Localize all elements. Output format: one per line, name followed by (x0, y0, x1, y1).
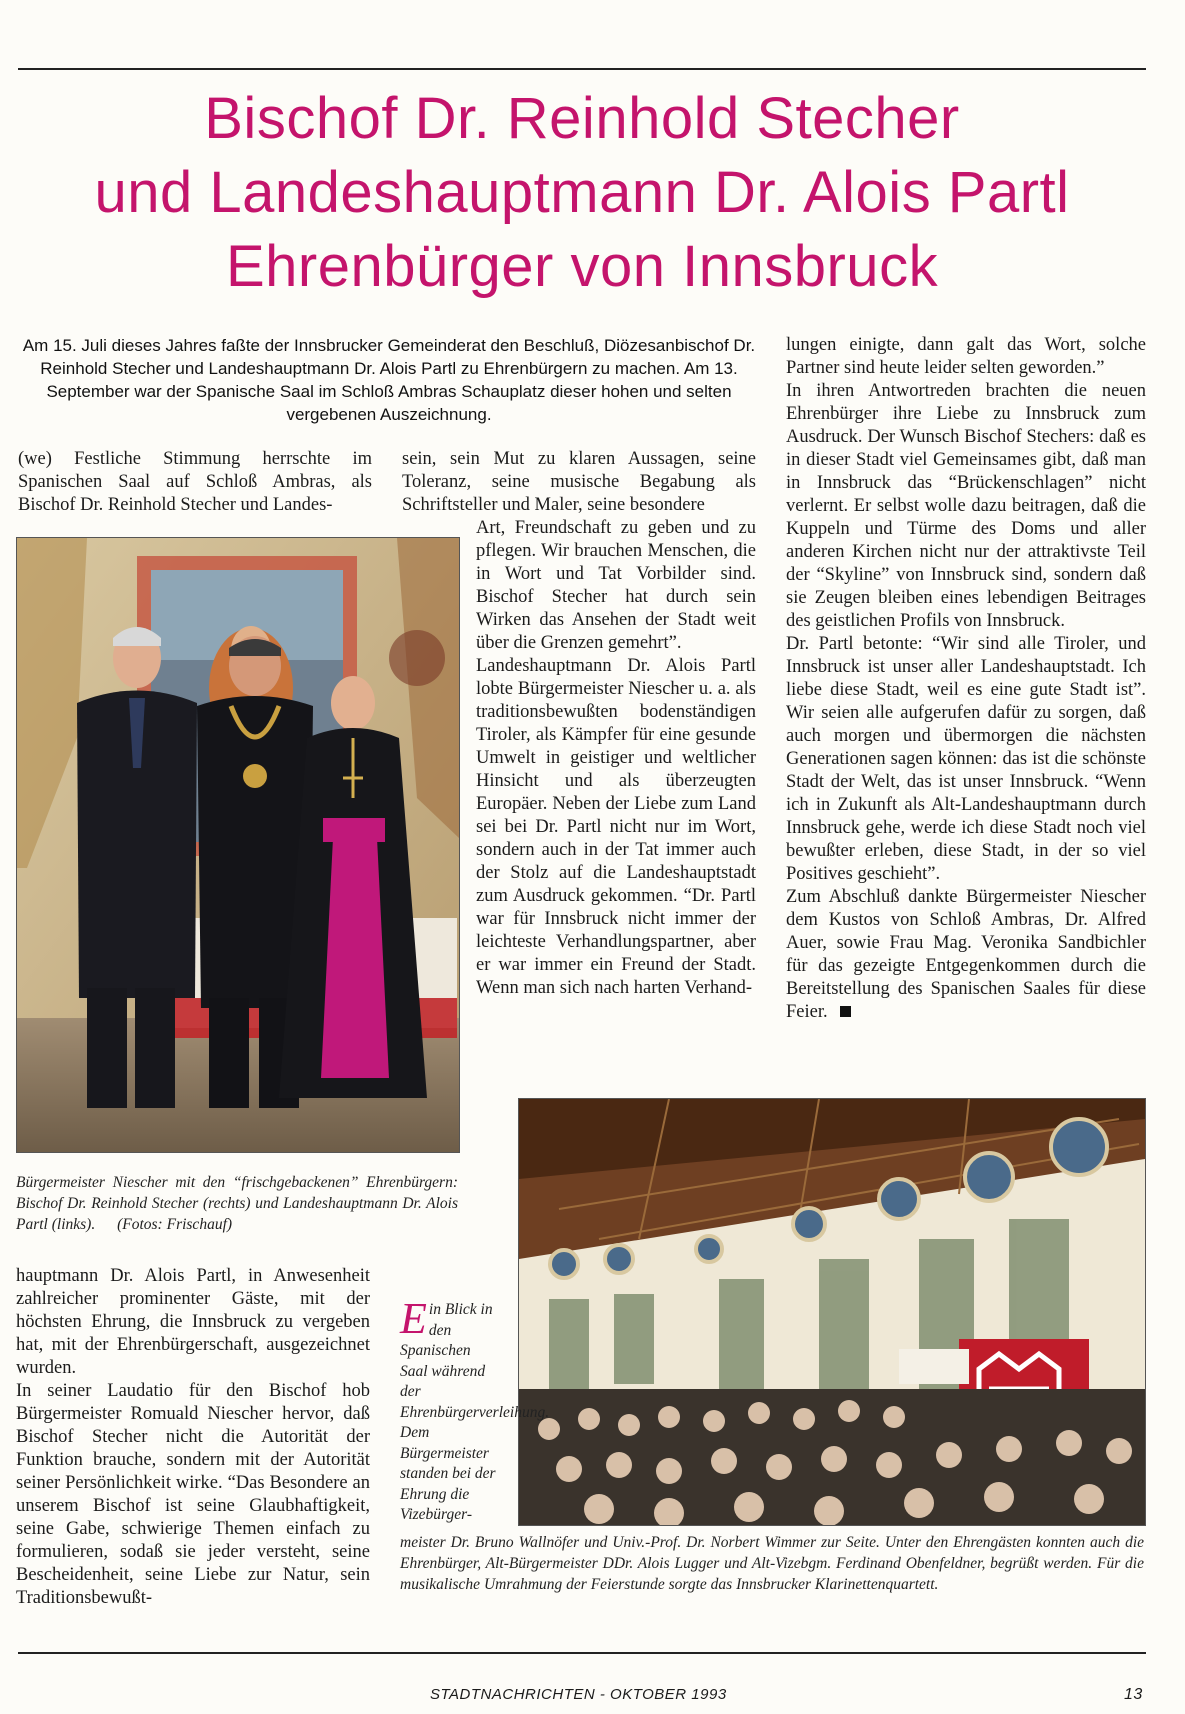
paragraph: lungen einigte, dann galt das Wort, solche Partner sind heute leider selten geworden.” (786, 335, 1146, 378)
bottom-rule (18, 1652, 1146, 1654)
lead-paragraph: Am 15. Juli dieses Jahres faßte der Innsbrucker Gemeinderat den Beschluß, Diözesanbischof Dr. Reinhold Stecher und Landeshauptmann Dr. Alois Partl zu Ehrenbürgern zu machen. Am 13. September war der Spanische Saal im Schloß Ambras Schauplatz dieser hohen und selten vergebenen Auszeichnung. (22, 336, 756, 424)
photo-spanish-hall (518, 1098, 1146, 1526)
photo-1-caption (16, 1172, 458, 1235)
photo-2-caption-bottom (400, 1532, 1144, 1595)
paragraph: (we) Festliche Stimmung herrschte im Spanischen Saal auf Schloß Ambras, als Bischof Dr. Reinhold Stecher und Landes- (18, 449, 372, 515)
paragraph: sein, sein Mut zu klaren Aussagen, seine Toleranz, seine musische Begabung als Schriftsteller und Maler, seine besondere (402, 449, 756, 515)
paragraph-text: Zum Abschluß dankte Bürgermeister Niescher dem Kustos von Schloß Ambras, Dr. Alfred Auer, sowie Frau Mag. Veronika Sandbichler für das gezeigte Entgegenkommen durch die Bereitstellung des Spanischen Saales für diese Feier. (786, 887, 1146, 1022)
paragraph (786, 886, 1146, 1024)
paragraph: Dr. Partl betonte: “Wir sind alle Tiroler, und Innsbruck ist unser aller Landeshauptstadt. Ich liebe diese Stadt, weil es eine gute Stadt ist”. Wir seien alle aufgerufen dafür zu sorgen, daß auch morgen und übermorgen die nächsten Generationen sagen können: das ist die schönste Stadt der Welt, das ist unser Innsbruck. “Wenn ich in Zukunft als Alt-Landeshauptmann durch Innsbruck gehe, werde ich diese Stadt noch viel bewußter erleben, diese Stadt, in der so viel Positives geschieht”. (786, 634, 1146, 884)
column-1-bottom (16, 1265, 370, 1610)
top-rule (18, 68, 1146, 70)
headline (18, 82, 1146, 304)
caption-dropcap: E (400, 1294, 427, 1343)
paragraph: Art, Freundschaft zu geben und zu pflegen. Wir brauchen Menschen, die in Wort und Tat Vorbilder sind. Bischof Stecher hat durch sein Wirken das Ansehen der Stadt weit über die Grenzen gemehrt”. (476, 518, 756, 653)
paragraph: In ihren Antwortreden brachten die neuen Ehrenbürger ihre Liebe zu Innsbruck zum Ausdruck. Der Wunsch Bischof Stechers: daß es in dieser Stadt viel Gemeinsames gibt, daß man in Innsbruck das “Brückenschlagen” nicht verlernt. Er selbst wolle dazu beitragen, daß die Kuppeln und Türme des Doms und aller anderen Kirchen nicht nur der attraktivste Teil der “Skyline” von Innsbruck sind, sondern daß sie Zeugen bleiben eines lebendigen Beitrages des geistlichen Profils von Innsbruck. (786, 381, 1146, 631)
footer-publication: STADTNACHRICHTEN - OKTOBER 1993 (430, 1686, 727, 1703)
paragraph: Landeshauptmann Dr. Alois Partl lobte Bürgermeister Niescher u. a. als traditionsbewußten bodenständigen Tiroler, als Kämpfer für eine gesunde Umwelt in geistiger und weltlicher Hinsicht und als überzeugten Europäer. Neben der Liebe zum Land sei bei Dr. Partl nicht nur im Wort, sondern auch in der Tat immer auch der Stolz auf die Landeshauptstadt zum Ausdruck gekommen. “Dr. Partl war für Innsbruck nicht immer der leichteste Verhandlungspartner, aber er war immer ein Freund der Stadt. Wenn man sich nach harten Verhand- (476, 656, 756, 998)
headline-line-3: Ehrenbürger von Innsbruck (225, 234, 939, 299)
column-3 (786, 334, 1146, 1024)
column-2-top (402, 448, 756, 517)
headline-line-1: Bischof Dr. Reinhold Stecher (204, 86, 960, 151)
headline-line-2: und Landeshauptmann Dr. Alois Partl (94, 160, 1070, 225)
photo-illustration (17, 538, 459, 1152)
photo-credit: (Fotos: Frischauf) (117, 1216, 233, 1233)
photo-2-caption-side (400, 1294, 550, 1526)
photo-illustration (519, 1099, 1145, 1525)
end-of-article-mark (840, 1006, 851, 1017)
caption-text: meister Dr. Bruno Wallnöfer und Univ.-Prof. Dr. Norbert Wimmer zur Seite. Unter den Ehrengästen konnten auch die Ehrenbürger, Alt-Bürgermeister DDr. Alois Lugger und Alt-Vizebgm. Ferdinand Obenfeldner, begrüßt werden. Für die musikalische Umrahmung der Feierstunde sorgte das Innsbrucker Klarinettenquartett. (400, 1534, 1144, 1593)
caption-text: Bürgermeister Niescher mit den “frischgebackenen” Ehrenbürgern: Bischof Dr. Reinhold Stecher (rechts) und Landeshauptmann Dr. Alois Partl (links). (16, 1174, 458, 1233)
photo-honorary-citizens (16, 537, 460, 1153)
column-2-narrow (476, 517, 756, 1000)
column-1-top (18, 448, 372, 517)
page-number: 13 (1124, 1686, 1143, 1703)
caption-text: in Blick in den Spanischen Saal während der Ehrenbürgerverleihung. Dem Bürgermeister standen bei der Ehrung die Vizebürger- (400, 1301, 550, 1523)
paragraph: In seiner Laudatio für den Bischof hob Bürgermeister Romuald Niescher hervor, daß Bischof Stecher nicht die Autorität der Funktion brauche, sondern mit der Autorität seiner Persönlichkeit wirke. “Das Besondere an unserem Bischof ist seine Glaubhaftigkeit, seine Gabe, schwierige Themen einfach zu formulieren, sodaß sie jeder versteht, seine Bescheidenheit, seine Liebe zur Natur, sein Traditionsbewußt- (16, 1381, 370, 1608)
paragraph: hauptmann Dr. Alois Partl, in Anwesenheit zahlreicher prominenter Gäste, mit der höchsten Ehrung, die Innsbruck zu vergeben hat, mit der Ehrenbürgerschaft, ausgezeichnet wurden. (16, 1266, 370, 1378)
